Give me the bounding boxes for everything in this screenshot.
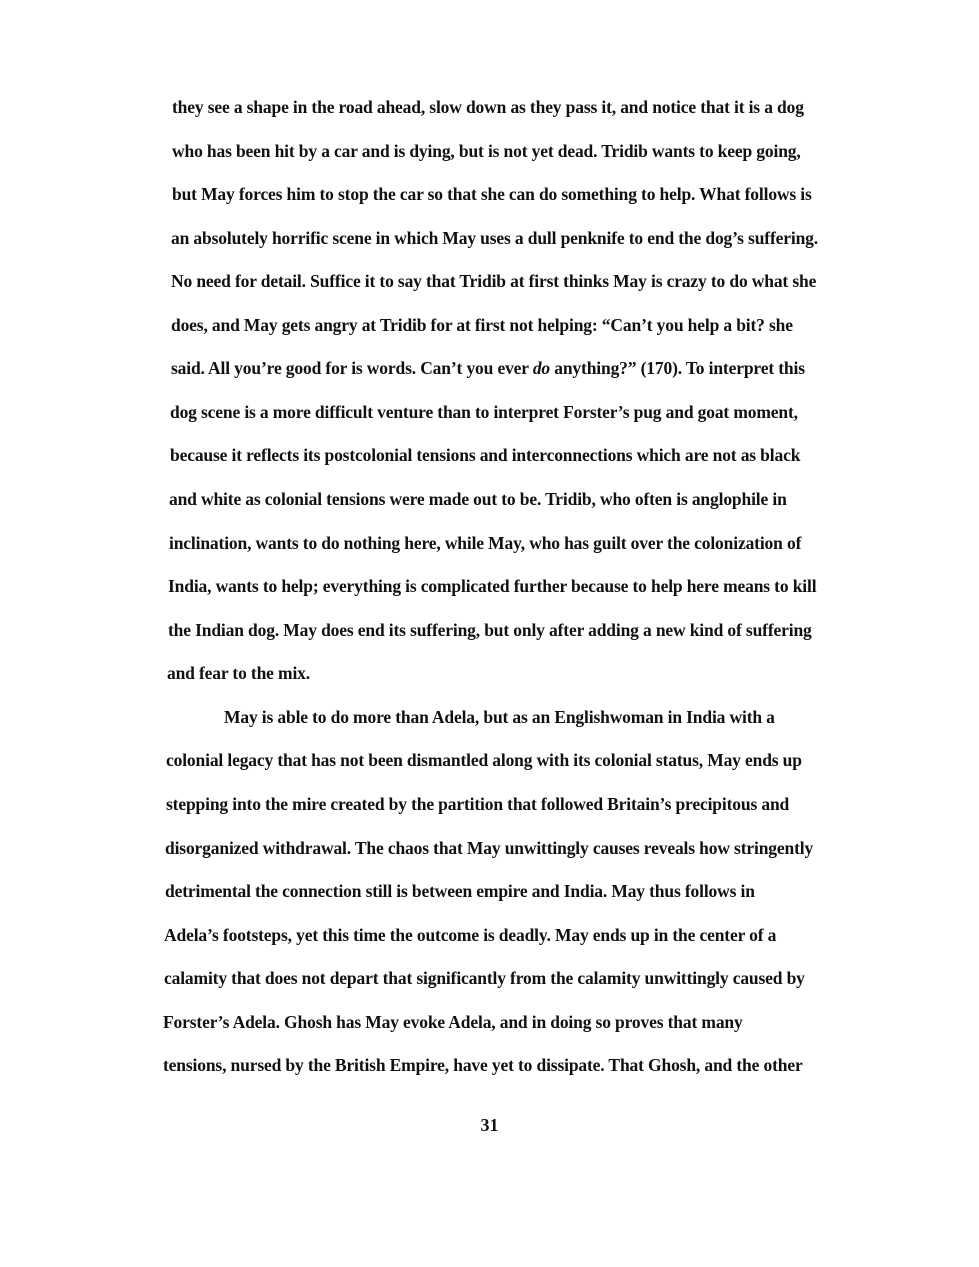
- italic-word: do: [532, 358, 551, 378]
- text-line: stepping into the mire created by the partition that followed Britain’s precipitous and: [166, 794, 790, 814]
- text-line: disorganized withdrawal. The chaos that May unwittingly causes reveals how stringently: [165, 838, 814, 858]
- text-line: Forster’s Adela. Ghosh has May evoke Adela, and in doing so proves that many: [163, 1012, 743, 1032]
- text-line: inclination, wants to do nothing here, while May, who has guilt over the colonization of: [169, 533, 802, 553]
- page-number: 31: [480, 1115, 499, 1135]
- text-line: who has been hit by a car and is dying, but is not yet dead. Tridib wants to keep going,: [172, 141, 801, 161]
- text-line: the Indian dog. May does end its suffering, but only after adding a new kind of suffering: [168, 620, 812, 640]
- text-line: and fear to the mix.: [167, 663, 310, 683]
- text-segment: said. All you’re good for is words. Can’t you ever: [171, 358, 533, 378]
- paragraph-first-line: May is able to do more than Adela, but as an Englishwoman in India with a: [224, 707, 775, 727]
- text-line: tensions, nursed by the British Empire, have yet to dissipate. That Ghosh, and the other: [163, 1055, 803, 1075]
- text-line: dog scene is a more difficult venture than to interpret Forster’s pug and goat moment,: [170, 402, 798, 422]
- text-line: they see a shape in the road ahead, slow down as they pass it, and notice that it is a dog: [172, 97, 804, 117]
- text-segment: anything?” (170). To interpret this: [550, 358, 805, 378]
- text-line: but May forces him to stop the car so that she can do something to help. What follows is: [172, 184, 812, 204]
- text-line: Adela’s footsteps, yet this time the outcome is deadly. May ends up in the center of a: [164, 925, 777, 945]
- text-line: colonial legacy that has not been dismantled along with its colonial status, May ends up: [166, 750, 802, 770]
- text-line: does, and May gets angry at Tridib for at first not helping: “Can’t you help a bit? she: [171, 315, 793, 335]
- text-line: calamity that does not depart that significantly from the calamity unwittingly caused by: [164, 968, 805, 988]
- text-line: No need for detail. Suffice it to say that Tridib at first thinks May is crazy to do what she: [171, 271, 817, 291]
- text-line: [171, 357, 805, 379]
- text-line: because it reflects its postcolonial tensions and interconnections which are not as black: [170, 445, 801, 465]
- text-line: India, wants to help; everything is complicated further because to help here means to kill: [168, 576, 817, 596]
- text-line: an absolutely horrific scene in which May uses a dull penknife to end the dog’s suffering.: [171, 228, 819, 248]
- text-line: and white as colonial tensions were made out to be. Tridib, who often is anglophile in: [169, 489, 787, 509]
- text-line: detrimental the connection still is between empire and India. May thus follows in: [165, 881, 755, 901]
